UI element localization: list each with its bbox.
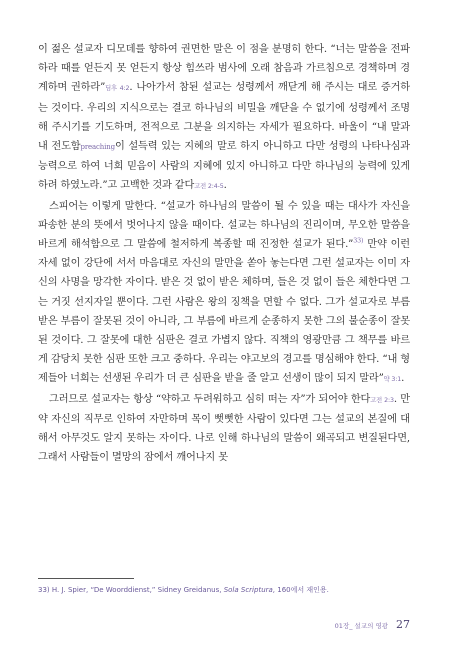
text-run: 스피어는 이렇게 말한다. “설교가 하나님의 말씀이 될 수 있을 때는 대사가 자신을 파송한 분의 뜻에서 벗어나지 않을 때이다. 설교는 하나님의 진리이며, 무오한 말씀을 바르게 해석함으로 그 말씀에 철저하게 복종할 때 진정한 설교가 된다.” — [38, 200, 410, 251]
gloss-term: preaching — [80, 143, 115, 152]
text-run: . 나아가서 참된 설교는 성령께서 깨닫게 해 주시는 대로 증거하는 것이다. 우리의 지식으로는 결코 하나님의 비밀을 깨닫을 수 없기에 성령께서 조명해 주시기를 기도하며, 전적으로 그분을 의지하는 자세가 필요하다. 바울이 “내 말과 내 전도함 — [38, 82, 410, 153]
footnote-marker: 33) — [353, 237, 364, 245]
page-footer — [335, 618, 410, 631]
page-number: 27 — [396, 618, 410, 631]
scripture-reference: 딤후 4:2 — [105, 85, 130, 93]
footnote-source-title: Sola Scriptura — [223, 586, 273, 594]
text-run: . — [223, 180, 227, 192]
paragraph-1 — [38, 40, 410, 197]
text-run: 이 젊은 설교자 디모데를 향하여 권면한 말은 이 점을 분명히 한다. “너는 말씀을 전파하라 때를 얻든지 못 얻든지 항상 힘쓰라 범사에 오래 참음과 가르침으로 경책하며 경계하며 권하라” — [38, 44, 410, 94]
text-run: 그러므로 설교자는 항상 “약하고 두려워하고 심히 떠는 자”가 되어야 한다 — [49, 393, 371, 405]
text-run: 만약 이런 자세 없이 강단에 서서 마음대로 자신의 말만을 쏟아 놓는다면 그런 설교자는 이미 자신의 사명을 망각한 자이다. 받은 것 없이 받은 체하며, 들은 것 없이 들은 체한다면 그는 거짓 선지자일 뿐이다. 그런 사람은 왕의 징책을 면할 수 없다. 그가 설교자로 부름 받은 부름이 잘못된 것이 아니라, 그 부름에 바르게 순종하지 못한 그의 불순종이 잘못된 것이다. 그 잘못에 대한 심판은 결코 가볍지 않다. 직책의 영광만큼 그 책무를 바르게 감당치 못한 심판 또한 크고 중하다. 우리는 야고보의 경고를 명심해야 한다. “내 형제들아 너희는 선생된 우리가 더 큰 심판을 받을 줄 알고 선생이 많이 되지 말라” — [38, 239, 410, 385]
scripture-reference: 고전 2:4-5 — [194, 183, 224, 191]
scripture-reference: 약 3:1 — [383, 376, 402, 384]
footnote-text-pre: H. J. Spier, “De Woorddienst,” Sidney Greidanus, — [49, 586, 224, 594]
footnote-text-post: , 160에서 재인용. — [272, 586, 329, 594]
footnote-rule — [38, 578, 134, 579]
footnote-number: 33) — [38, 586, 50, 594]
text-run: 이 설득력 있는 지혜의 말로 하지 아니하고 다만 성령의 나타나심과 능력으로 하여 너희 믿음이 사람의 지혜에 있지 아니하고 다만 하나님의 능력에 있게 하려 하였노라.”고 고백한 것과 같다 — [38, 141, 411, 192]
footnote — [38, 585, 410, 595]
paragraph-2 — [38, 197, 410, 390]
scripture-reference: 고전 2:3 — [370, 396, 394, 404]
running-chapter-title: 01장_ 설교의 영광 — [334, 622, 388, 630]
body-text — [38, 40, 410, 467]
paragraph-3 — [38, 390, 410, 468]
text-run: . — [401, 373, 405, 385]
text-run: . 만약 자신의 직무로 인하여 자만하며 목이 뻣뻣한 사람이 있다면 그는 설교의 본질에 대해서 아무것도 알지 못하는 자이다. 나로 인해 하나님의 말씀이 왜곡되고 변질된다면, 그래서 사람들이 멸망의 잠에서 깨어나지 못 — [38, 393, 410, 464]
